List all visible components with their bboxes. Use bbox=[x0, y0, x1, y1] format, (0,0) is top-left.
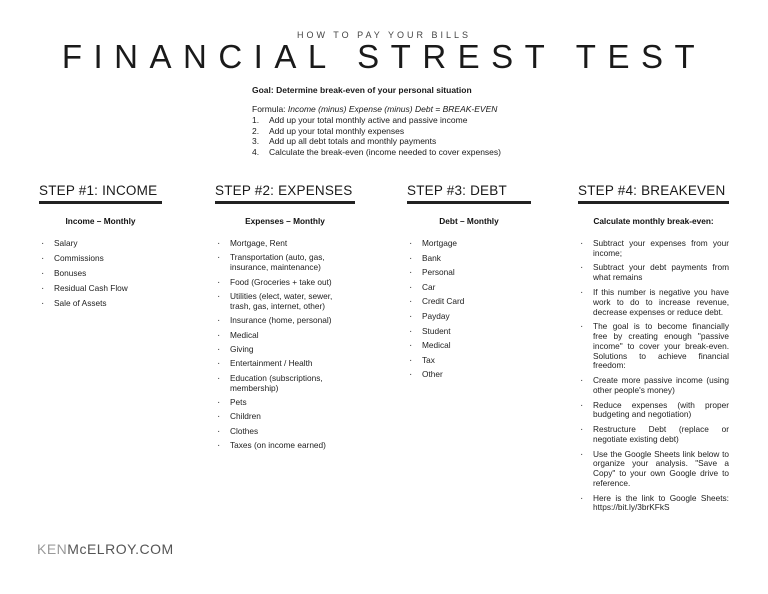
list-item: · Transportation (auto, gas, insurance, maintenance) bbox=[215, 253, 355, 273]
step-heading: STEP #4: BREAKEVEN bbox=[578, 183, 726, 198]
list-item: · Tax bbox=[407, 356, 531, 366]
list-item: · Other bbox=[407, 370, 531, 380]
step-subheading: Income – Monthly bbox=[65, 216, 136, 226]
step-subheading: Debt – Monthly bbox=[439, 216, 499, 226]
step-expenses-column bbox=[215, 183, 355, 455]
list-item: · Food (Groceries + take out) bbox=[215, 278, 355, 288]
list-item: · Create more passive income (using other people's money) bbox=[578, 376, 729, 396]
goal-statement: Goal: Determine break-even of your personal situation bbox=[252, 85, 472, 95]
formula-label: Formula: bbox=[252, 104, 288, 114]
list-item: · Medical bbox=[215, 331, 355, 341]
formula-step-number: 3. bbox=[252, 136, 260, 147]
list-item: · Subtract your debt payments from what remains bbox=[578, 263, 729, 283]
debt-list bbox=[407, 239, 531, 380]
step-heading: STEP #2: EXPENSES bbox=[215, 183, 353, 198]
formula-step-text: Add up your total monthly active and passive income bbox=[269, 115, 468, 125]
list-item: · Car bbox=[407, 283, 531, 293]
brand-logo bbox=[37, 541, 174, 557]
brand-first: KEN bbox=[37, 541, 68, 557]
list-item: · Use the Google Sheets link below to organize your analysis. "Save a Copy" to your own Google drive to reference. bbox=[578, 450, 729, 489]
list-item: · Taxes (on income earned) bbox=[215, 441, 355, 451]
list-item: · Mortgage, Rent bbox=[215, 239, 355, 249]
list-item: · Reduce expenses (with proper budgeting and negotiation) bbox=[578, 401, 729, 421]
formula-steps-list bbox=[252, 115, 501, 158]
list-item: · Medical bbox=[407, 341, 531, 351]
page-subtitle: HOW TO PAY YOUR BILLS bbox=[296, 30, 472, 40]
list-item: · Mortgage bbox=[407, 239, 531, 249]
list-item: · Restructure Debt (replace or negotiate existing debt) bbox=[578, 425, 729, 445]
list-item: · Residual Cash Flow bbox=[39, 284, 162, 294]
formula-step bbox=[252, 147, 501, 158]
list-item: · Education (subscriptions, membership) bbox=[215, 374, 355, 394]
expenses-list bbox=[215, 239, 355, 451]
list-item: · Utilities (elect, water, sewer, trash, gas, internet, other) bbox=[215, 292, 355, 312]
list-item: · Clothes bbox=[215, 427, 355, 437]
list-item: · Subtract your expenses from your income; bbox=[578, 239, 729, 259]
list-item: · Children bbox=[215, 412, 355, 422]
income-list bbox=[39, 239, 162, 308]
formula-step bbox=[252, 136, 501, 147]
list-item: · Credit Card bbox=[407, 297, 531, 307]
breakeven-list bbox=[578, 239, 729, 513]
formula-step-number: 2. bbox=[252, 125, 260, 136]
formula-step bbox=[252, 115, 501, 126]
step-subheading: Expenses – Monthly bbox=[245, 216, 325, 226]
list-item: · If this number is negative you have work to do to increase revenue, decrease expenses or reduce debt. bbox=[578, 288, 729, 317]
list-item: · Salary bbox=[39, 239, 162, 249]
formula-step-text: Calculate the break-even (income needed to cover expenses) bbox=[269, 147, 501, 158]
formula-expression: Income (minus) Expense (minus) Debt = BREAK-EVEN bbox=[287, 104, 498, 114]
list-item: · Bonuses bbox=[39, 269, 162, 279]
step-income-column bbox=[39, 183, 162, 313]
formula-step-number: 4. bbox=[252, 147, 260, 158]
list-item: · Here is the link to Google Sheets: https://bit.ly/3brKFkS bbox=[578, 494, 729, 514]
list-item: · Pets bbox=[215, 398, 355, 408]
list-item: · Payday bbox=[407, 312, 531, 322]
list-item: · Entertainment / Health bbox=[215, 359, 355, 369]
list-item: · Student bbox=[407, 327, 531, 337]
list-item: · Personal bbox=[407, 268, 531, 278]
heading-underline bbox=[39, 201, 162, 204]
step-subheading: Calculate monthly break-even: bbox=[593, 216, 714, 226]
step-debt-column bbox=[407, 183, 531, 385]
list-item: · The goal is to become financially free by creating enough "passive income" to cover your break-even. Solutions to achieve financial freedom: bbox=[578, 322, 729, 371]
heading-underline bbox=[215, 201, 355, 204]
formula-step-text: Add up your total monthly expenses bbox=[269, 125, 405, 136]
list-item: · Commissions bbox=[39, 254, 162, 264]
list-item: · Giving bbox=[215, 345, 355, 355]
heading-underline bbox=[578, 201, 729, 204]
brand-last: McELROY.COM bbox=[67, 541, 174, 557]
list-item: · Sale of Assets bbox=[39, 299, 162, 309]
formula-line bbox=[252, 104, 497, 114]
step-breakeven-column bbox=[578, 183, 729, 518]
formula-step-number: 1. bbox=[252, 115, 260, 125]
list-item: · Bank bbox=[407, 254, 531, 264]
formula-step-text: Add up all debt totals and monthly payments bbox=[269, 136, 437, 147]
formula-step bbox=[252, 126, 501, 137]
heading-underline bbox=[407, 201, 531, 204]
step-heading: STEP #3: DEBT bbox=[407, 183, 507, 198]
page-title: FINANCIAL STREST TEST bbox=[61, 38, 707, 75]
list-item: · Insurance (home, personal) bbox=[215, 316, 355, 326]
step-heading: STEP #1: INCOME bbox=[39, 183, 158, 198]
